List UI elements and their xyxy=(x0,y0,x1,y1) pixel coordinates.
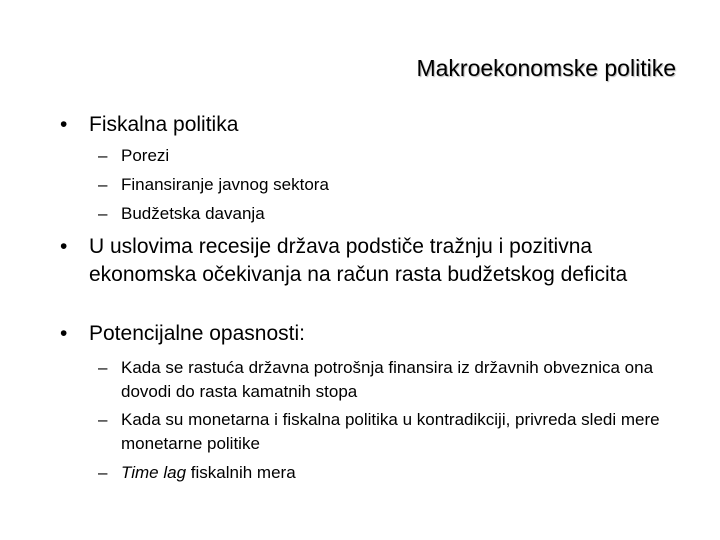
sub-dash: – xyxy=(98,175,108,194)
sub-text: Porezi xyxy=(121,146,170,165)
sub-item-kamatne-stope xyxy=(98,356,668,404)
sub-text: Budžetska davanja xyxy=(121,204,265,223)
sub-dash: – xyxy=(98,358,108,377)
sub-text: Finansiranje javnog sektora xyxy=(121,175,329,194)
sub-item-budzetska-davanja xyxy=(98,202,668,226)
sub-dash: – xyxy=(98,204,108,223)
sub-dash: – xyxy=(98,463,108,482)
sub-item-porezi xyxy=(98,144,668,168)
bullet-potencijalne-opasnosti xyxy=(60,320,680,348)
bullet-dot: • xyxy=(60,113,68,136)
slide-title: Makroekonomske politike xyxy=(416,55,676,81)
sub-text: Kada se rastuća državna potrošnja finansira iz državnih obveznica ona dovodi do rasta kamatnih stopa xyxy=(121,358,654,401)
sub-dash: – xyxy=(98,410,108,429)
bullet-dot: • xyxy=(60,322,68,345)
bullet-fiskalna-politika xyxy=(60,111,680,139)
sub-text xyxy=(121,461,668,485)
bullet-recesija xyxy=(60,233,680,289)
sub-text-italic: Time lag xyxy=(121,463,187,482)
sub-dash: – xyxy=(98,146,108,165)
bullet-dot: • xyxy=(60,235,68,258)
sub-text-rest: fiskalnih mera xyxy=(186,463,296,482)
sub-item-time-lag xyxy=(98,461,668,485)
sub-item-finansiranje xyxy=(98,173,668,197)
sub-item-kontradikcija xyxy=(98,408,668,456)
bullet-text: Potencijalne opasnosti: xyxy=(89,322,305,345)
bullet-text: U uslovima recesije država podstiče tražnju i pozitivna ekonomska očekivanja na račun rasta budžetskog deficita xyxy=(89,235,628,286)
sub-text: Kada su monetarna i fiskalna politika u kontradikciji, privreda sledi mere monetarne politike xyxy=(121,410,660,453)
bullet-text: Fiskalna politika xyxy=(89,113,239,136)
